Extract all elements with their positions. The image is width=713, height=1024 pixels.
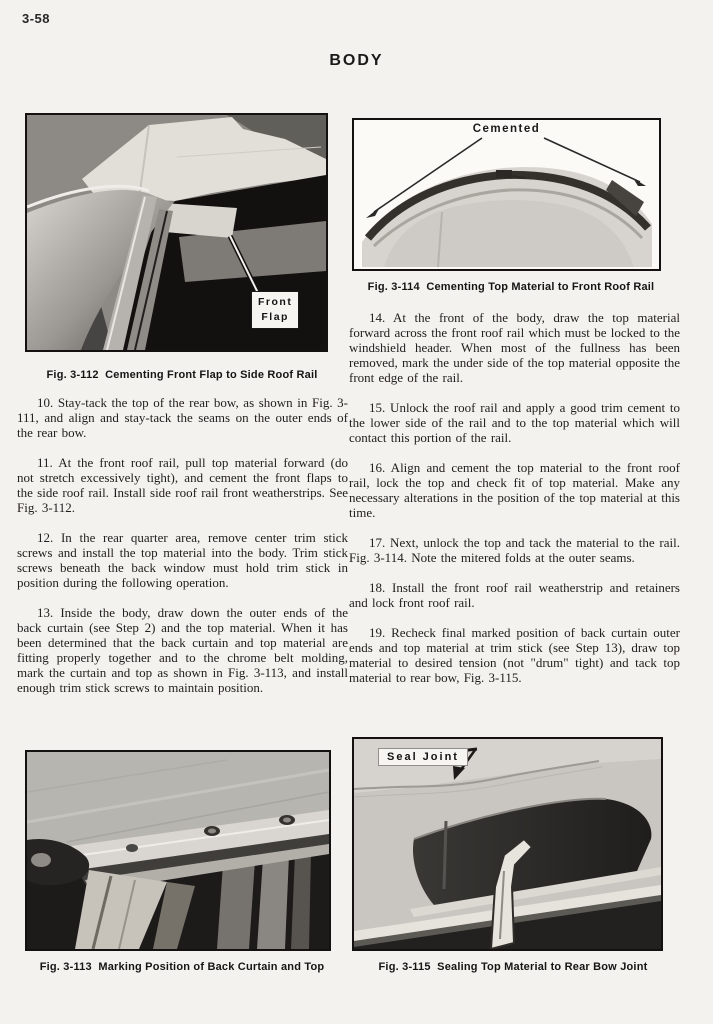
figure-3-112-caption: Fig. 3-112 Cementing Front Flap to Side Roof Rail: [46, 369, 318, 381]
cemented-callout: Cemented: [472, 123, 541, 135]
step-10-paragraph: 10. Stay-tack the top of the rear bow, as shown in Fig. 3-111, and align and stay-tack the seams on the outer ends of the rear bow.: [17, 395, 348, 440]
step-12-paragraph: 12. In the rear quarter area, remove center trim stick screws and install the top material into the body. Trim stick screws beneath the back window must hold trim stick in position during the following operation.: [17, 530, 348, 590]
figure-3-114-illustration: [354, 120, 659, 269]
step-16-paragraph: 16. Align and cement the top material to the front roof rail, lock the top and check fit of top material. Make any necessary alterations in the position of the top material at this time.: [349, 460, 680, 520]
figure-3-114-photo: [352, 118, 661, 271]
step-13-paragraph: 13. Inside the body, draw down the outer ends of the back curtain (see Step 2) and the top material. When it has been determined that the back curtain and top material are fitting properly together and to the chrome belt molding, mark the curtain and top as shown in Fig. 3-113, and install enough trim stick screws to maintain position.: [17, 605, 348, 695]
figure-3-113-illustration: [27, 752, 329, 949]
figure-3-115-photo: [352, 737, 663, 951]
figure-3-114-caption: Fig. 3-114 Cementing Top Material to Front Roof Rail: [367, 281, 655, 293]
page-number: 3-58: [22, 11, 51, 26]
figure-3-115-illustration: [354, 739, 661, 949]
figure-3-113-caption: Fig. 3-113 Marking Position of Back Curtain and Top: [39, 961, 325, 973]
seal-joint-callout: Seal Joint: [378, 748, 468, 766]
step-17-paragraph: 17. Next, unlock the top and tack the material to the rail. Fig. 3-114. Note the mitered folds at the outer seams.: [349, 535, 680, 565]
step-11-paragraph: 11. At the front roof rail, pull top material forward (do not stretch excessively tight), and cement the front flaps to the side roof rail. Install side roof rail front weatherstrips. See Fig. 3-112.: [17, 455, 348, 515]
front-flap-callout-line1: Front: [258, 296, 293, 308]
right-column: [349, 310, 680, 700]
step-19-paragraph: 19. Recheck final marked position of back curtain outer ends and top material at trim stick (see Step 13), draw top material to desired tension (not "drum" tight) and tack top material to rear bow, Fig. 3-115.: [349, 625, 680, 685]
front-flap-callout-line2: Flap: [261, 311, 289, 323]
step-15-paragraph: 15. Unlock the roof rail and apply a good trim cement to the lower side of the rail and to the top material which will contact this portion of the rail.: [349, 400, 680, 445]
step-18-paragraph: 18. Install the front roof rail weatherstrip and retainers and lock front roof rail.: [349, 580, 680, 610]
figure-3-115-caption: Fig. 3-115 Sealing Top Material to Rear Bow Joint: [378, 961, 648, 973]
figure-3-113-photo: [25, 750, 331, 951]
front-flap-callout: [251, 291, 299, 329]
step-14-paragraph: 14. At the front of the body, draw the top material forward across the front roof rail which must be locked to the windshield header. When most of the fullness has been removed, mark the under side of the top material opposite the front edge of the rail.: [349, 310, 680, 385]
page-title: BODY: [329, 52, 384, 69]
figure-3-112-photo: [25, 113, 328, 352]
left-column: [17, 395, 348, 710]
